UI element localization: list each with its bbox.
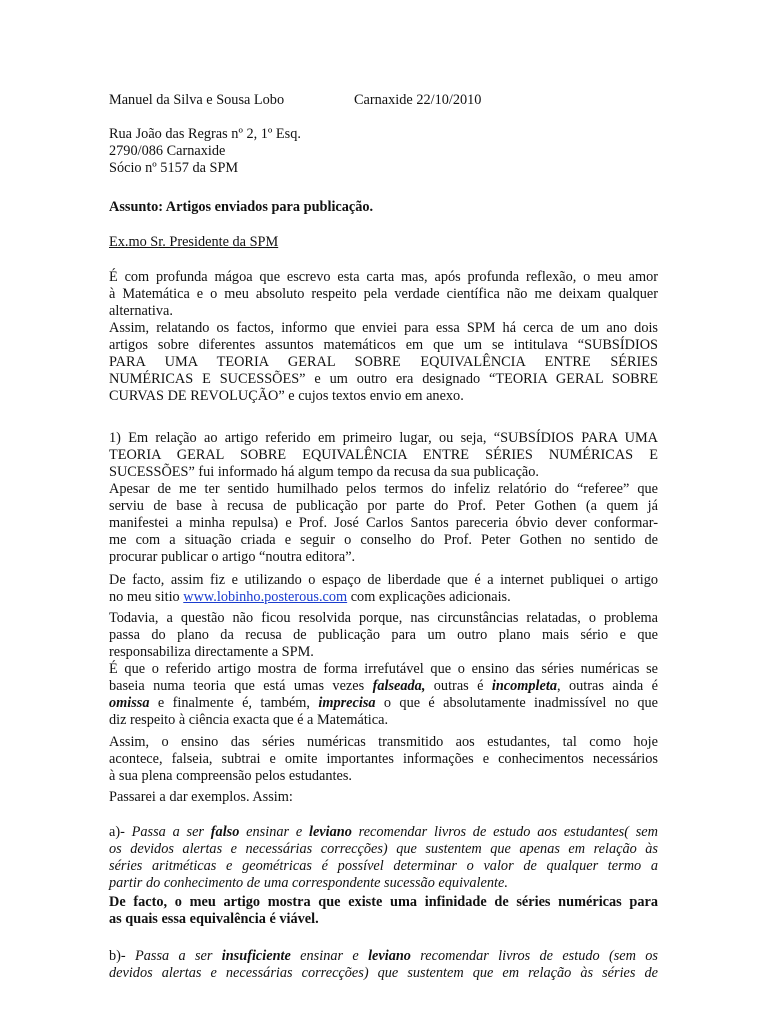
text-line: SUCESSÕES” fui informado há algum tempo da recusa da sua publicação.: [109, 464, 539, 480]
paragraph-5: [109, 572, 658, 606]
text-line: procurar publicar o artigo “noutra editora”.: [109, 549, 356, 565]
text-line: [109, 695, 658, 712]
text-fragment: , outras ainda é: [556, 678, 658, 694]
text-fragment: baseia numa teoria que está umas vezes: [109, 678, 373, 694]
text-line: passa do plano da recusa de publicação para um outro plano mais sério e que: [109, 627, 658, 643]
paragraph-1: [109, 269, 658, 320]
address-line: 2790/086 Carnaxide: [109, 143, 226, 159]
text-line: à Matemática e o meu absoluto respeito pela verdade científica não me deixam qualquer: [109, 286, 658, 302]
text-line: [109, 824, 658, 841]
text-line: responsabiliza directamente a SPM.: [109, 644, 314, 660]
member-number: Sócio nº 5157 da SPM: [109, 160, 239, 176]
text-line: Assim, relatando os factos, informo que enviei para essa SPM há cerca de um ano dois: [109, 320, 658, 336]
text-line: Todavia, a questão não ficou resolvida porque, nas circunstâncias relatadas, o problema: [109, 610, 658, 626]
text-line: De facto, assim fiz e utilizando o espaço de liberdade que é a internet publiquei o artigo: [109, 572, 658, 588]
paragraph-4: [109, 481, 658, 566]
text-fragment: ensinar e: [290, 948, 369, 964]
text-line: devidos alertas e necessárias correcções) que sustentem que em relação às séries de: [109, 965, 658, 981]
text-line: [109, 589, 658, 606]
text-fragment: no meu sitio: [109, 589, 184, 605]
text-line: alternativa.: [109, 303, 173, 319]
website-link[interactable]: www.lobinho.posterous.com: [183, 589, 348, 605]
text-line: TEORIA GERAL SOBRE EQUIVALÊNCIA ENTRE SÉRIES NUMÉRICAS E: [109, 447, 658, 463]
text-line: É com profunda mágoa que escrevo esta carta mas, após profunda reflexão, o meu amor: [109, 269, 658, 285]
paragraph-2: [109, 320, 658, 405]
text-line: É que o referido artigo mostra de forma irrefutável que o ensino das séries numéricas se: [109, 661, 658, 677]
emphasis-insuficiente: insuficiente: [221, 948, 291, 964]
paragraph-7: [109, 661, 658, 729]
text-line: Assim, o ensino das séries numéricas transmitido aos estudantes, tal como hoje: [109, 734, 658, 750]
text-line: serviu de base à recusa de publicação por parte do Prof. Peter Gothen (a quem já: [109, 498, 658, 514]
text-line: 1) Em relação ao artigo referido em primeiro lugar, ou seja, “SUBSÍDIOS PARA UMA: [109, 430, 658, 446]
text-fragment: recomendar livros de estudo (sem os: [410, 948, 658, 964]
text-line: me com a situação criada e seguir o conselho do Prof. Peter Gothen no sentido de: [109, 532, 658, 548]
emphasis-falso: falso: [210, 824, 240, 840]
text-fragment: o que é absolutamente inadmissível no que: [375, 695, 658, 711]
item-marker: a)-: [109, 824, 132, 840]
emphasis-leviano: leviano: [308, 824, 352, 840]
text-line: manifestei a minha repulsa) e Prof. José Carlos Santos pareceria óbvio dever conformar-: [109, 515, 658, 531]
text-line: diz respeito à ciência exacta que é a Matemática.: [109, 712, 389, 728]
paragraph-3: [109, 430, 658, 481]
paragraph-6: [109, 610, 658, 661]
bold-statement: [109, 894, 658, 928]
text-line: à sua plena compreensão pelos estudantes.: [109, 768, 352, 784]
text-line: artigos sobre diferentes assuntos matemáticos em que um se intitulava “SUBSÍDIOS: [109, 337, 658, 353]
text-line: as quais essa equivalência é viável.: [109, 911, 319, 927]
text-line: partir do conhecimento de uma correspondente sucessão equivalente.: [109, 875, 508, 891]
text-line: acontece, falseia, subtrai e omite importantes informações e conhecimentos necessários: [109, 751, 658, 767]
text-fragment: e finalmente é, também,: [149, 695, 319, 711]
text-fragment: outras é: [425, 678, 492, 694]
sender-address: [109, 126, 658, 177]
sender-name: Manuel da Silva e Sousa Lobo: [109, 92, 285, 108]
text-line: [109, 678, 658, 695]
text-fragment: recomendar livros de estudo aos estudantes( sem: [351, 824, 658, 840]
paragraph-8: [109, 734, 658, 785]
text-line: NUMÉRICAS E SUCESSÕES” e um outro era designado “TEORIA GERAL SOBRE: [109, 371, 658, 387]
emphasis-leviano: leviano: [368, 948, 411, 964]
item-marker: b)-: [109, 948, 135, 964]
item-b: [109, 948, 658, 982]
text-line: De facto, o meu artigo mostra que existe uma infinidade de séries numéricas para: [109, 894, 658, 910]
item-a: [109, 824, 658, 892]
subject-line: Assunto: Artigos enviados para publicação.: [109, 199, 374, 215]
salutation: Ex.mo Sr. Presidente da SPM: [109, 234, 279, 250]
emphasis-incompleta: incompleta: [491, 678, 557, 694]
emphasis-falseada: falseada,: [372, 678, 426, 694]
text-line: os devidos alertas e necessárias correcções) que sustentem que apenas em relação às: [109, 841, 658, 857]
text-line: PARA UMA TEORIA GERAL SOBRE EQUIVALÊNCIA ENTRE SÉRIES: [109, 354, 658, 370]
text-line: Apesar de me ter sentido humilhado pelos termos do infeliz relatório do “referee” que: [109, 481, 658, 497]
text-line: séries aritméticas e geométricas é possível determinar o valor de qualquer termo a: [109, 858, 658, 874]
text-fragment: com explicações adicionais.: [347, 589, 511, 605]
text-fragment: Passa a ser: [135, 948, 222, 964]
paragraph-9: Passarei a dar exemplos. Assim:: [109, 789, 293, 805]
text-fragment: ensinar e: [239, 824, 309, 840]
text-fragment: Passa a ser: [131, 824, 211, 840]
place-date: Carnaxide 22/10/2010: [354, 92, 482, 108]
text-line: CURVAS DE REVOLUÇÃO” e cujos textos envio em anexo.: [109, 388, 464, 404]
text-line: [109, 948, 658, 965]
address-line: Rua João das Regras nº 2, 1º Esq.: [109, 126, 301, 142]
emphasis-omissa: omissa: [109, 695, 150, 711]
emphasis-imprecisa: imprecisa: [318, 695, 376, 711]
